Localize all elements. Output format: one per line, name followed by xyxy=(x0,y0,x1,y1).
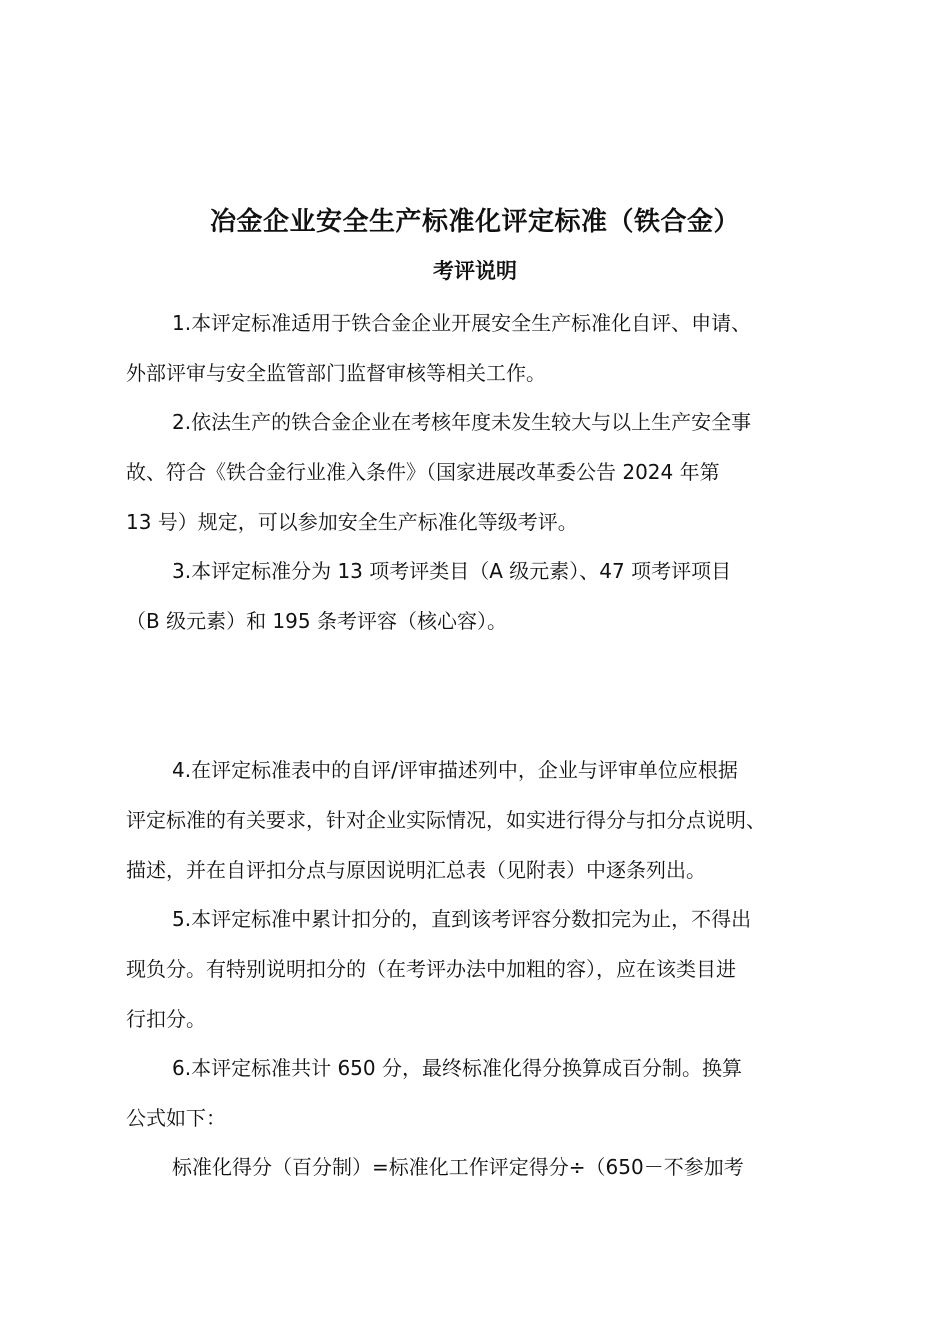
paragraph-4 xyxy=(126,745,830,895)
section-subtitle: 考评说明 xyxy=(433,259,517,283)
paragraph-line: （B 级元素）和 195 条考评容（核心容）。 xyxy=(126,609,507,633)
paragraph-line: 1.本评定标准适用于铁合金企业开展安全生产标准化自评、申请、 xyxy=(172,311,752,335)
paragraph-line: 2.依法生产的铁合金企业在考核年度未发生较大与以上生产安全事 xyxy=(172,410,752,434)
paragraph-line: 外部评审与安全监管部门监督审核等相关工作。 xyxy=(126,361,546,385)
paragraph-line: 故、符合《铁合金行业准入条件》（国家进展改革委公告 2024 年第 xyxy=(126,460,720,484)
paragraph-line: 评定标准的有关要求，针对企业实际情况，如实进行得分与扣分点说明、 xyxy=(126,808,766,832)
paragraph-1 xyxy=(126,298,830,398)
paragraph-line: 描述，并在自评扣分点与原因说明汇总表（见附表）中逐条列出。 xyxy=(126,858,706,882)
paragraph-6 xyxy=(126,1043,830,1143)
paragraph-line: 公式如下： xyxy=(126,1106,226,1130)
paragraph-line: 5.本评定标准中累计扣分的，直到该考评容分数扣完为止，不得出 xyxy=(172,907,752,931)
paragraph-5 xyxy=(126,894,830,1044)
paragraph-line: 标准化得分（百分制）=标准化工作评定得分÷（650－不参加考 xyxy=(172,1155,744,1179)
paragraph-line: 13 号）规定，可以参加安全生产标准化等级考评。 xyxy=(126,510,578,534)
paragraph-line: 现负分。有特别说明扣分的（在考评办法中加粗的容），应在该类目进 xyxy=(126,957,736,981)
paragraph-line: 4.在评定标准表中的自评/评审描述列中，企业与评审单位应根据 xyxy=(172,758,738,782)
paragraph-7 xyxy=(126,1142,830,1192)
paragraph-line: 3.本评定标准分为 13 项考评类目（A 级元素）、47 项考评项目 xyxy=(172,559,732,583)
document-title: 冶金企业安全生产标准化评定标准（铁合金） xyxy=(209,207,740,237)
paragraph-2 xyxy=(126,397,830,547)
paragraph-3 xyxy=(126,546,830,646)
paragraph-line: 行扣分。 xyxy=(126,1007,206,1031)
paragraph-line: 6.本评定标准共计 650 分，最终标准化得分换算成百分制。换算 xyxy=(172,1056,742,1080)
